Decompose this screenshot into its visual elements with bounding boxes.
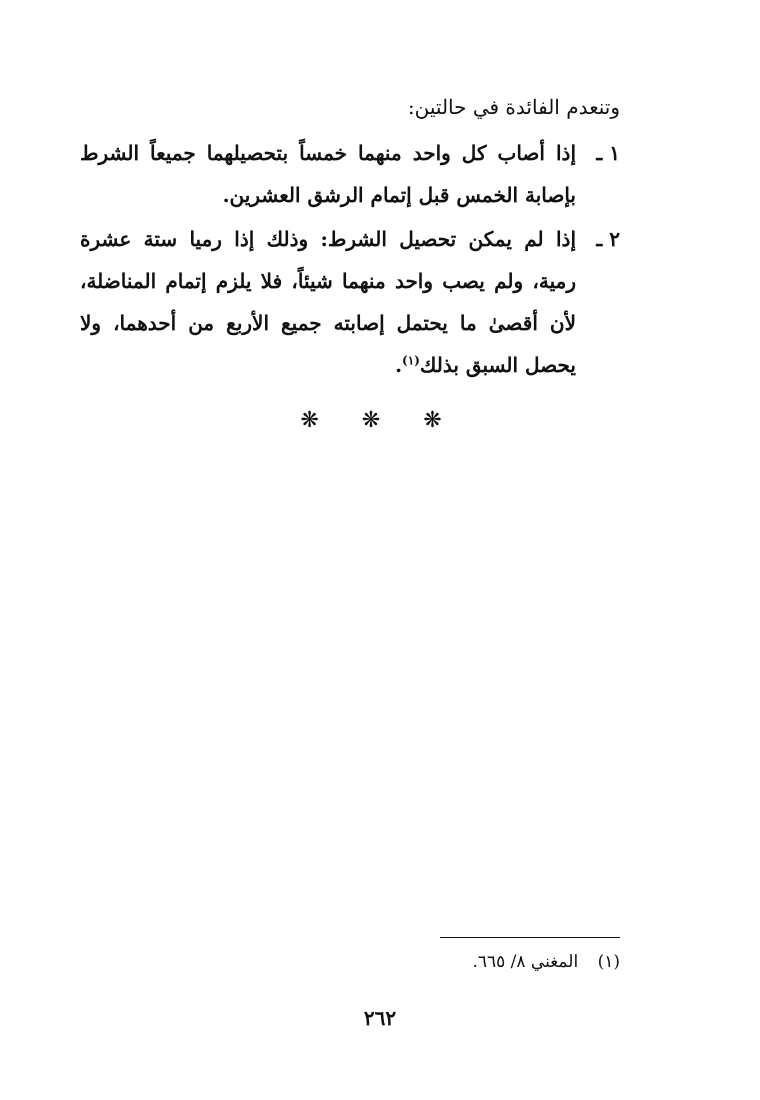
footnote-text: المغني ٨/ ٦٦٥. (472, 952, 579, 972)
footnote-reference[interactable]: (١) (402, 353, 420, 368)
list-item-1 (80, 132, 620, 216)
list-item-text-body: إذا لم يمكن تحصيل الشرط: وذلك إذا رميا ستة عشرة رمية، ولم يصب واحد منهما شيئاً، فلا يلزم إتمام المناضلة، لأن أقصىٰ ما يحتمل إصابته جميع الأربع من أحدهما، ولا يحصل السبق بذلك (80, 227, 577, 377)
list-item-2 (80, 218, 620, 386)
list-item-text: إذا أصاب كل واحد منهما خمساً بتحصيلهما جميعاً الشرط بإصابة الخمس قبل إتمام الرشق العشرين. (80, 141, 576, 207)
footnote (120, 948, 620, 976)
list-item-text (80, 218, 576, 386)
list-item-number: ١ ـ (596, 141, 620, 165)
list-item-end-punctuation: . (395, 353, 403, 377)
intro-paragraph: وتنعدم الفائدة في حالتين: (407, 95, 620, 119)
page-number: ٢٦٢ (363, 1006, 397, 1030)
footnote-mark: (١) (597, 952, 620, 972)
footnote-rule (440, 937, 620, 938)
section-separator: ❋ ❋ ❋ (300, 408, 460, 433)
list-item-number: ٢ ـ (596, 227, 620, 251)
